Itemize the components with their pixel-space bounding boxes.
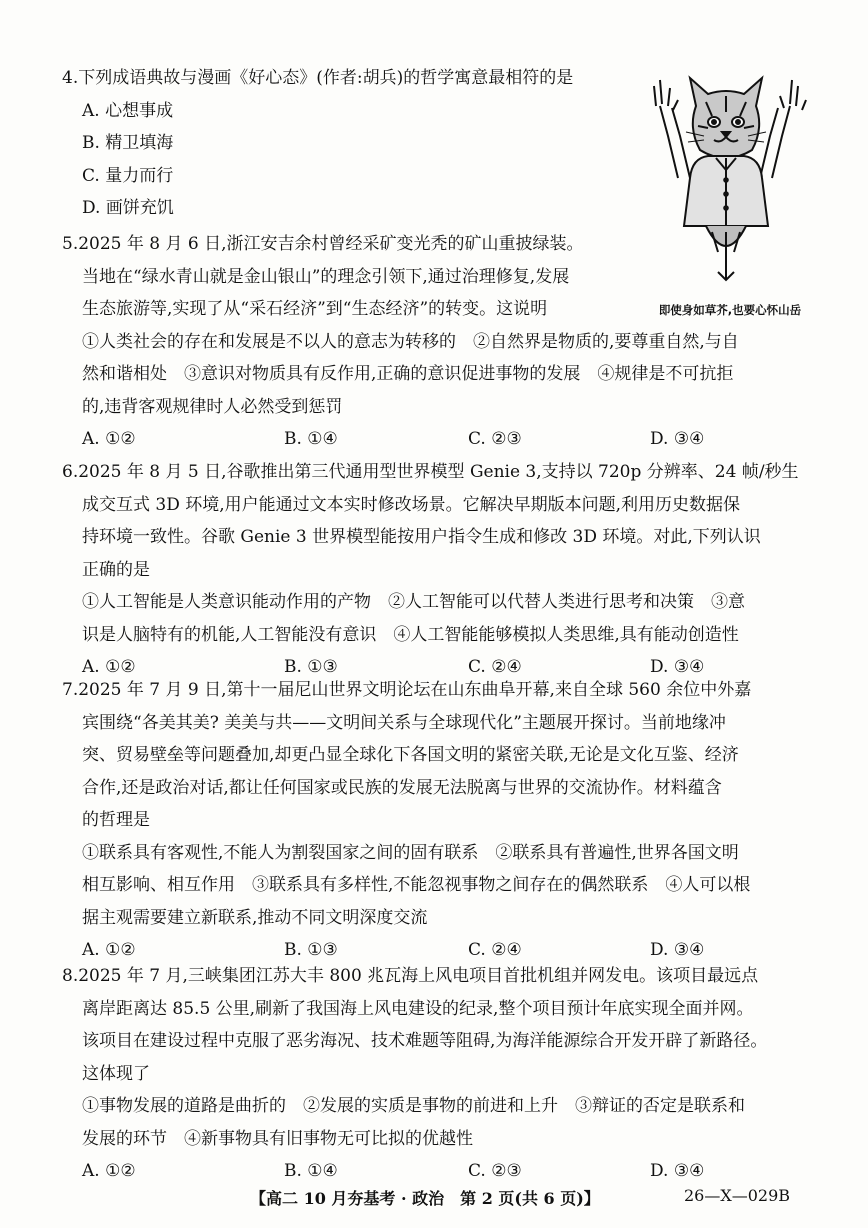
question-8-line: 8.2025 年 7 月,三峡集团江苏大丰 800 兆瓦海上风电项目首批机组并网发电。该项目最远点: [62, 966, 759, 986]
question-8-line: 这体现了: [82, 1063, 150, 1084]
option-d: D. ③④: [650, 1161, 705, 1181]
option-a: A. ①②: [82, 657, 136, 677]
question-6-line: 识是人脑特有的机能,人工智能没有意识 ④人工智能能够模拟人类思维,具有能动创造性: [82, 624, 739, 645]
question-8-options: [62, 1155, 767, 1188]
option-b: B. ①③: [284, 657, 338, 677]
question-6-line: 持环境一致性。谷歌 Genie 3 世界模型能按用户指令生成和修改 3D 环境。对此,下列认识: [82, 527, 761, 547]
option-a: A. ①②: [82, 429, 136, 449]
option-b: B. ①④: [284, 429, 338, 449]
question-8-line: 该项目在建设过程中克服了恶劣海况、技术难题等阻碍,为海洋能源综合开发开辟了新路径。: [82, 1031, 768, 1051]
question-5-line: 的,违背客观规律时人必然受到惩罚: [82, 396, 343, 417]
question-7-line: 宾围绕“各美其美? 美美与共——文明间关系与全球现代化”主题展开探讨。当前地缘冲: [82, 712, 726, 733]
question-7-line: 相互影响、相互作用 ③联系具有多样性,不能忽视事物之间存在的偶然联系 ④人可以根: [82, 875, 751, 895]
option-c: C. ②④: [468, 940, 522, 960]
cartoon-caption: 即使身如草芥,也要心怀山岳: [658, 303, 802, 317]
option-a: A. ①②: [82, 940, 136, 960]
question-7-line: 的哲理是: [82, 810, 150, 830]
option-b: B. ①④: [284, 1161, 338, 1181]
option-c: C. ②④: [468, 657, 522, 677]
question-7-line: 7.2025 年 7 月 9 日,第十一届尼山世界文明论坛在山东曲阜开幕,来自全球 560 余位中外嘉: [62, 680, 752, 700]
question-8-line: 离岸距离达 85.5 公里,刷新了我国海上风电建设的纪录,整个项目预计年底实现全面并网。: [82, 998, 754, 1019]
question-4: [62, 62, 573, 225]
option-d: D. 画饼充饥: [82, 198, 174, 218]
option-a: A. 心想事成: [82, 100, 174, 121]
option-a: A. ①②: [82, 1161, 136, 1181]
question-4-stem: 4.下列成语典故与漫画《好心态》(作者:胡兵)的哲学寓意最相符的是: [62, 68, 574, 88]
question-6-line: 正确的是: [82, 559, 150, 580]
question-6: [62, 456, 799, 684]
option-c: C. ②③: [468, 429, 522, 449]
question-5-line: 生态旅游等,实现了从“采石经济”到“生态经济”的转变。这说明: [82, 299, 548, 319]
question-7-line: 合作,还是政治对话,都让任何国家或民族的发展无法脱离与世界的交流协作。材料蕴含: [82, 777, 722, 798]
option-c: C. 量力而行: [82, 165, 174, 186]
question-6-line: 成交互式 3D 环境,用户能通过文本实时修改场景。它解决早期版本问题,利用历史数据保: [82, 494, 741, 515]
question-5-line: 然和谐相处 ③意识对物质具有反作用,正确的意识促进事物的发展 ④规律是不可抗拒: [82, 364, 734, 384]
question-5-options: [62, 423, 739, 456]
question-8-line: 发展的环节 ④新事物具有旧事物无可比拟的优越性: [82, 1128, 473, 1149]
option-d: D. ③④: [650, 657, 705, 677]
footer-code: 26—X—029B: [684, 1186, 791, 1205]
question-7-line: 据主观需要建立新联系,推动不同文明深度交流: [82, 907, 428, 928]
option-d: D. ③④: [650, 940, 705, 960]
question-6-line: ①人工智能是人类意识能动作用的产物 ②人工智能可以代替人类进行思考和决策 ③意: [82, 592, 745, 612]
option-b: B. ①③: [284, 940, 338, 960]
option-d: D. ③④: [650, 429, 705, 449]
question-5-line: 5.2025 年 8 月 6 日,浙江安吉余村曾经采矿变光秃的矿山重披绿装。: [62, 234, 584, 254]
page-footer: [0, 1186, 868, 1216]
question-7-line: 突、贸易壁垒等问题叠加,却更凸显全球化下各国文明的紧密关联,无论是文化互鉴、经济: [82, 745, 739, 765]
question-7: [62, 674, 751, 967]
option-c: C. ②③: [468, 1161, 522, 1181]
question-5-line: 当地在“绿水青山就是金山银山”的理念引领下,通过治理修复,发展: [82, 266, 570, 287]
question-8: [62, 960, 767, 1188]
question-7-line: ①联系具有客观性,不能人为割裂国家之间的固有联系 ②联系具有普遍性,世界各国文明: [82, 842, 739, 863]
option-b: B. 精卫填海: [82, 133, 174, 153]
question-5-line: ①人类社会的存在和发展是不以人的意志为转移的 ②自然界是物质的,要尊重自然,与自: [82, 331, 739, 352]
footer-title: 【高二 10 月夯基考 · 政治 第 2 页(共 6 页)】: [250, 1189, 600, 1208]
question-5: [62, 228, 739, 456]
question-6-line: 6.2025 年 8 月 5 日,谷歌推出第三代通用型世界模型 Genie 3,支持以 720p 分辨率、24 帧/秒生: [62, 462, 799, 482]
question-8-line: ①事物发展的道路是曲折的 ②发展的实质是事物的前进和上升 ③辩证的否定是联系和: [82, 1096, 745, 1116]
